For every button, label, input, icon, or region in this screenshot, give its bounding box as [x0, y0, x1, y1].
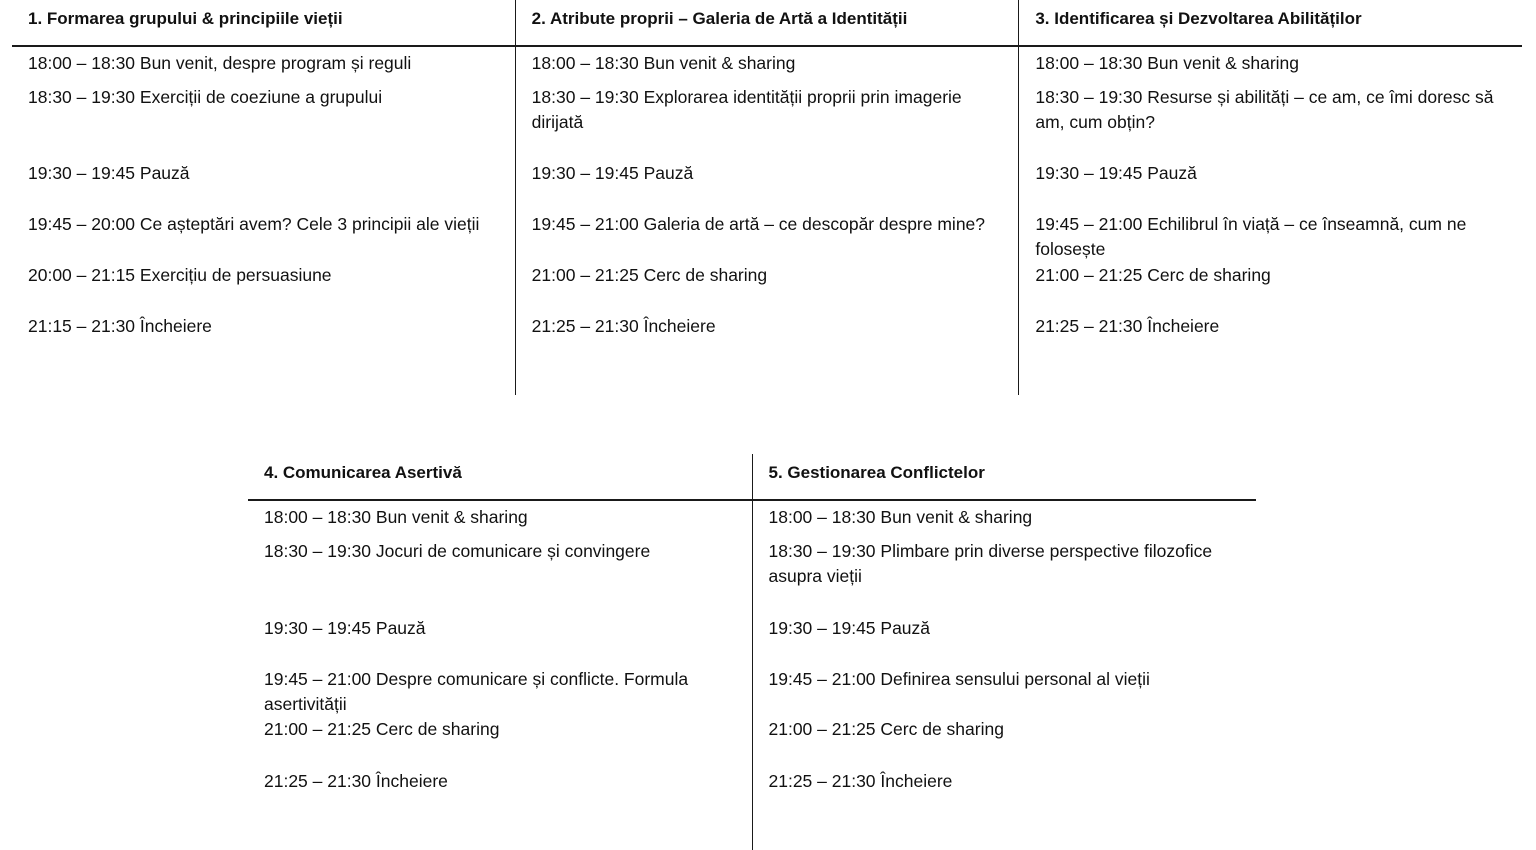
session-title: 4. Comunicarea Asertivă [248, 454, 752, 501]
schedule-row: 18:30 – 19:30 Resurse și abilități – ce am, ce îmi doresc să am, cum obțin? [1035, 87, 1494, 132]
session-title: 2. Atribute proprii – Galeria de Artă a Identității [516, 0, 1019, 47]
schedule-row: 19:45 – 20:00 Ce așteptări avem? Cele 3 principii ale vieții [28, 214, 480, 234]
schedule-row: 18:30 – 19:30 Plimbare prin diverse perspective filozofice asupra vieții [768, 541, 1213, 586]
schedule-row: 19:45 – 21:00 Galeria de artă – ce descopăr despre mine? [531, 214, 986, 234]
schedule-table-bottom [248, 454, 1256, 850]
schedule-row: 19:45 – 21:00 Echilibrul în viață – ce înseamnă, cum ne folosește [1035, 214, 1467, 259]
session-column-1 [12, 0, 515, 395]
schedule-row: 18:30 – 19:30 Exerciții de coeziune a grupului [28, 87, 383, 107]
schedule-row: 21:00 – 21:25 Cerc de sharing [768, 719, 1004, 739]
schedule-row: 21:00 – 21:25 Cerc de sharing [531, 265, 768, 285]
session-column-5 [752, 454, 1257, 850]
schedule-row: 18:00 – 18:30 Bun venit & sharing [531, 53, 796, 73]
schedule-row: 19:45 – 21:00 Definirea sensului personal al vieții [768, 669, 1150, 689]
schedule-row: 19:30 – 19:45 Pauză [264, 618, 426, 638]
schedule-row: 18:30 – 19:30 Jocuri de comunicare și convingere [264, 541, 651, 561]
schedule-row: 21:00 – 21:25 Cerc de sharing [1035, 265, 1271, 285]
schedule-row: 18:00 – 18:30 Bun venit & sharing [1035, 53, 1300, 73]
schedule-row: 19:30 – 19:45 Pauză [1035, 163, 1197, 183]
schedule-row: 21:25 – 21:30 Încheiere [768, 771, 953, 791]
session-column-4 [248, 454, 752, 850]
schedule-row: 19:30 – 19:45 Pauză [768, 618, 931, 638]
session-title: 3. Identificarea și Dezvoltarea Abilităților [1019, 0, 1522, 47]
schedule-row: 18:00 – 18:30 Bun venit & sharing [768, 507, 1033, 527]
schedule-row: 20:00 – 21:15 Exercițiu de persuasiune [28, 265, 332, 285]
schedule-row: 19:30 – 19:45 Pauză [28, 163, 190, 183]
session-column-2 [515, 0, 1019, 395]
schedule-row: 18:00 – 18:30 Bun venit, despre program și reguli [28, 53, 412, 73]
schedule-row: 18:30 – 19:30 Explorarea identității proprii prin imagerie dirijată [531, 87, 962, 132]
schedule-row: 21:25 – 21:30 Încheiere [531, 316, 716, 336]
schedule-row: 21:00 – 21:25 Cerc de sharing [264, 719, 500, 739]
session-title: 1. Formarea grupului & principiile vieții [12, 0, 515, 47]
schedule-table-top [12, 0, 1522, 395]
schedule-row: 21:25 – 21:30 Încheiere [264, 771, 448, 791]
schedule-row: 19:30 – 19:45 Pauză [531, 163, 694, 183]
schedule-row: 21:25 – 21:30 Încheiere [1035, 316, 1220, 336]
schedule-row: 18:00 – 18:30 Bun venit & sharing [264, 507, 528, 527]
schedule-row: 19:45 – 21:00 Despre comunicare și conflicte. Formula asertivității [264, 669, 689, 714]
schedule-row: 21:15 – 21:30 Încheiere [28, 316, 212, 336]
session-title: 5. Gestionarea Conflictelor [753, 454, 1257, 501]
session-column-3 [1018, 0, 1522, 395]
